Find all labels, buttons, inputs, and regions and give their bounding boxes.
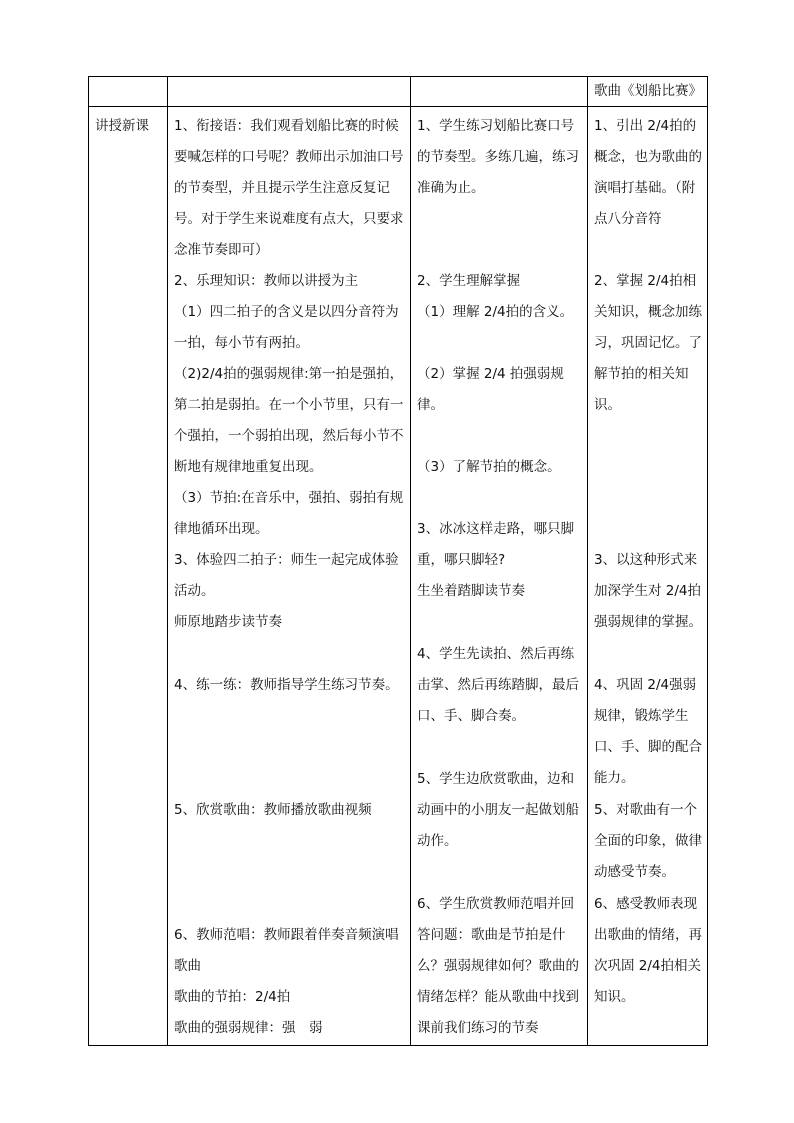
header-cell-song (588, 77, 708, 107)
teacher-step-5: 5、欣赏歌曲：教师播放歌曲视频 (174, 802, 372, 818)
teacher-step-2-2: （2)2/4拍的强弱规律:第一拍是强拍，第二拍是弱拍。在一个小节里，只有一个强拍，一个弱拍出现，然后每小节不断地有规律地重复出现。 (174, 366, 404, 475)
teacher-step-3: 3、体验四二拍子：师生一起完成体验活动。 (174, 552, 399, 599)
purpose-step-4: 4、巩固 2/4强弱规律，锻炼学生口、手、脚的配合能力。 (594, 677, 702, 786)
song-title: 歌曲《划船比赛》 (594, 83, 702, 99)
student-step-2-3: （3）了解节拍的概念。 (417, 459, 561, 475)
teacher-activity-cell (168, 107, 411, 1046)
student-step-6: 6、学生欣赏教师范唱并回答问题：歌曲是节拍是什么？强弱规律如何？歌曲的情绪怎样？能从歌曲中找到课前我们练习的节奏 (417, 896, 579, 1036)
section-label-cell (89, 107, 168, 1046)
teacher-step-6: 6、教师范唱：教师跟着伴奏音频演唱歌曲 (174, 927, 399, 974)
student-step-3: 3、冰冰这样走路，哪只脚重，哪只脚轻? (417, 521, 575, 568)
student-step-5: 5、学生边欣赏歌曲，边和动画中的小朋友一起做划船动作。 (417, 771, 579, 849)
header-cell-2 (168, 77, 411, 107)
teacher-step-2-3: （3）节拍:在音乐中，强拍、弱拍有规律地循环出现。 (174, 490, 404, 537)
teacher-step-2-1: （1）四二拍子的含义是以四分音符为一拍，每小节有两拍。 (174, 304, 399, 351)
purpose-step-5: 5、对歌曲有一个全面的印象，做律动感受节奏。 (594, 802, 702, 880)
purpose-step-3: 3、以这种形式来加深学生对 2/4拍强弱规律的掌握。 (594, 552, 702, 630)
teaching-row (89, 107, 708, 1046)
student-step-2-1: （1）理解 2/4拍的含义。 (417, 304, 574, 320)
student-step-2: 2、学生理解掌握 (417, 273, 521, 289)
student-step-4: 4、学生先读拍、然后再练击掌、然后再练踏脚，最后口、手、脚合奏。 (417, 646, 579, 724)
teacher-step-6-strength: 歌曲的强弱规律：强 弱 (174, 1020, 323, 1036)
header-cell-3 (411, 77, 588, 107)
lesson-plan-table (88, 76, 708, 1046)
section-label: 讲授新课 (95, 118, 149, 134)
header-row (89, 77, 708, 107)
purpose-step-6: 6、感受教师表现出歌曲的情绪，再次巩固 2/4拍相关知识。 (594, 896, 702, 1005)
student-step-1: 1、学生练习划船比赛口号的节奏型。多练几遍，练习准确为止。 (417, 118, 579, 196)
teacher-step-1: 1、衔接语：我们观看划船比赛的时候要喊怎样的口号呢？教师出示加油口号的节奏型，并且提示学生注意反复记号。对于学生来说难度有点大，只要求念准节奏即可） (174, 118, 404, 258)
student-step-2-2: （2）掌握 2/4 拍强弱规律。 (417, 366, 564, 413)
purpose-step-2: 2、掌握 2/4拍相关知识，概念加练习，巩固记忆。了解节拍的相关知识。 (594, 273, 702, 413)
purpose-step-1: 1、引出 2/4拍的概念，也为歌曲的演唱打基础。（附点八分音符 (594, 118, 702, 227)
teacher-step-2: 2、乐理知识：教师以讲授为主 (174, 273, 359, 289)
design-purpose-cell (588, 107, 708, 1046)
header-cell-1 (89, 77, 168, 107)
student-step-3-note: 生坐着踏脚读节奏 (417, 583, 525, 599)
student-activity-cell (411, 107, 588, 1046)
teacher-step-3-note: 师原地踏步读节奏 (174, 614, 282, 630)
teacher-step-4: 4、练一练：教师指导学生练习节奏。 (174, 677, 399, 693)
teacher-step-6-beat: 歌曲的节拍：2/4拍 (174, 989, 291, 1005)
